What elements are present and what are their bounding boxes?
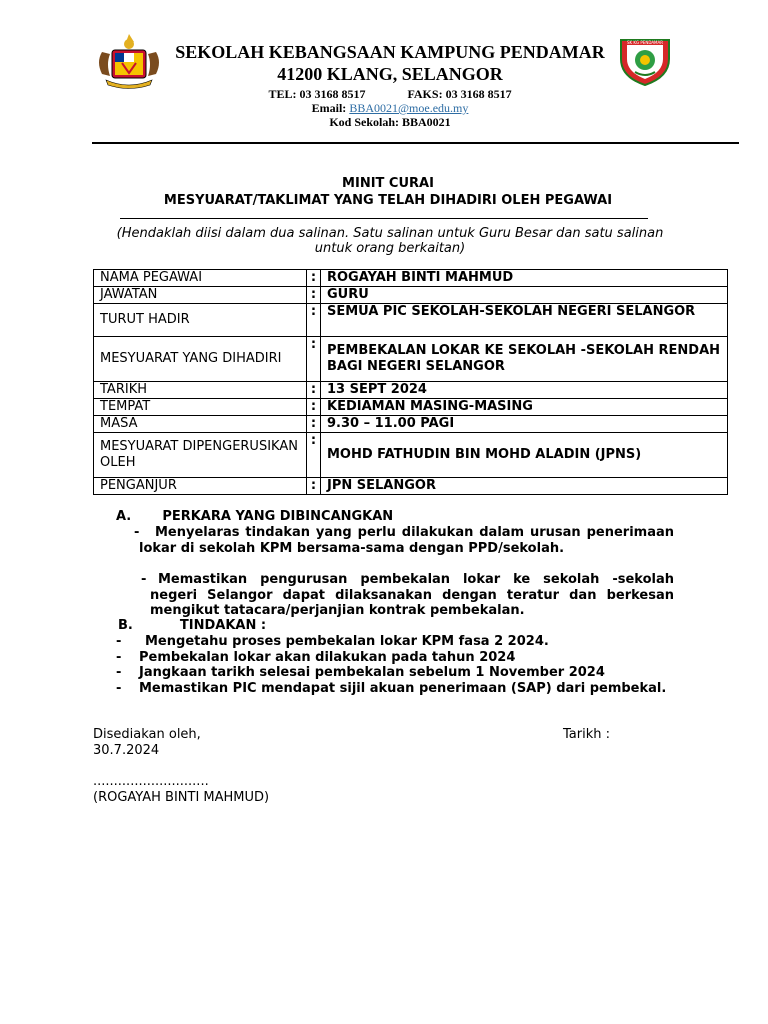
table-row: [94, 287, 728, 304]
table-row: [94, 433, 728, 478]
title-underline: [120, 218, 648, 219]
section-b-bullet-dash: -: [116, 634, 122, 649]
row-value: GURU: [321, 287, 728, 304]
school-badge-icon: [617, 37, 673, 87]
section-a-bullet-dash: -: [141, 572, 147, 587]
row-value: ROGAYAH BINTI MAHMUD: [321, 270, 728, 287]
school-address: 41200 KLANG, SELANGOR: [277, 64, 503, 84]
email-label: Email:: [311, 101, 350, 115]
email-line: [160, 101, 620, 115]
row-separator: :: [307, 416, 321, 433]
table-row: [94, 337, 728, 382]
row-label: TURUT HADIR: [94, 304, 307, 337]
table-row: [94, 270, 728, 287]
row-separator: :: [307, 270, 321, 287]
row-value: JPN SELANGOR: [321, 478, 728, 495]
school-badge-text: SK KG PENDAMAR: [626, 40, 664, 45]
section-b-heading: [118, 618, 266, 634]
section-a-heading: [116, 509, 393, 525]
row-value: SEMUA PIC SEKOLAH-SEKOLAH NEGERI SELANGOR: [321, 304, 728, 337]
table-row: [94, 304, 728, 337]
header-divider: [92, 142, 739, 144]
section-a-item-1: Menyelaras tindakan yang perlu dilakukan dalam urusan penerimaan lokar di sekolah KPM bersama-sama dengan PPD/sekolah.: [139, 525, 674, 556]
email-link[interactable]: BBA0021@moe.edu.my: [349, 101, 469, 115]
document-title: MINIT CURAI: [342, 176, 434, 191]
row-value: 13 SEPT 2024: [321, 382, 728, 399]
row-separator: :: [307, 287, 321, 304]
date-value: 30.7.2024: [93, 743, 160, 758]
telephone: TEL: 03 3168 8517: [268, 87, 366, 101]
school-name: SEKOLAH KEBANGSAAN KAMPUNG PENDAMAR: [175, 42, 605, 62]
row-label: TEMPAT: [94, 399, 307, 416]
section-a-bullet-dash: -: [134, 525, 140, 540]
row-label-text: MESYUARAT YANG DIHADIRI: [100, 351, 282, 366]
section-b-item-4: Memastikan PIC mendapat sijil akuan penerimaan (SAP) dari pembekal.: [139, 681, 667, 696]
table-row: [94, 416, 728, 433]
row-separator: :: [307, 399, 321, 416]
row-label: NAMA PEGAWAI: [94, 270, 307, 287]
row-label: MASA: [94, 416, 307, 433]
row-label: TARIKH: [94, 382, 307, 399]
section-b-title: TINDAKAN :: [179, 618, 267, 633]
row-separator: :: [307, 433, 321, 478]
row-label: [94, 337, 307, 382]
section-b-marker: B.: [118, 618, 133, 633]
instruction-note-line2: untuk orang berkaitan): [314, 241, 466, 256]
table-row: [94, 478, 728, 495]
fax: FAKS: 03 3168 8517: [407, 87, 512, 101]
contact-line: [160, 87, 620, 101]
section-a-marker: A.: [116, 509, 132, 524]
meeting-info-table: [93, 269, 728, 495]
section-b-bullet-dash: -: [116, 665, 122, 680]
row-value: PEMBEKALAN LOKAR KE SEKOLAH -SEKOLAH RENDAH BAGI NEGERI SELANGOR: [321, 337, 728, 382]
section-b-item-1: Mengetahu proses pembekalan lokar KPM fasa 2 2024.: [145, 634, 549, 649]
table-row: [94, 399, 728, 416]
section-a-item-2: Memastikan pengurusan pembekalan lokar ke sekolah -sekolah negeri Selangor dapat dilaksanakan dengan teratur dan berkesan mengikut tatacara/perjanjian kontrak pembekalan.: [150, 572, 674, 618]
section-a-title: PERKARA YANG DIBINCANGKAN: [162, 509, 394, 524]
section-b-bullet-dash: -: [116, 681, 122, 696]
table-row: [94, 382, 728, 399]
row-label: PENGANJUR: [94, 478, 307, 495]
row-value: MOHD FATHUDIN BIN MOHD ALADIN (JPNS): [321, 433, 728, 478]
row-label: JAWATAN: [94, 287, 307, 304]
row-separator: :: [307, 478, 321, 495]
prepared-by-label: Disediakan oleh,: [93, 727, 201, 742]
row-separator: :: [307, 337, 321, 382]
row-separator: :: [307, 304, 321, 337]
signatory-name: (ROGAYAH BINTI MAHMUD): [93, 790, 270, 805]
row-separator: :: [307, 382, 321, 399]
section-b-item-3: Jangkaan tarikh selesai pembekalan sebelum 1 November 2024: [139, 665, 605, 680]
jata-negara-crest-icon: [92, 32, 166, 92]
row-value: 9.30 – 11.00 PAGI: [321, 416, 728, 433]
signature-line: ............................: [93, 774, 209, 789]
date-label: Tarikh :: [563, 727, 610, 742]
section-b-bullet-dash: -: [116, 650, 122, 665]
section-b-item-2: Pembekalan lokar akan dilakukan pada tahun 2024: [139, 650, 516, 665]
row-value: KEDIAMAN MASING-MASING: [321, 399, 728, 416]
instruction-note-line1: (Hendaklah diisi dalam dua salinan. Satu salinan untuk Guru Besar dan satu salinan: [116, 226, 664, 241]
school-code: Kod Sekolah: BBA0021: [329, 115, 451, 129]
document-subtitle: MESYUARAT/TAKLIMAT YANG TELAH DIHADIRI OLEH PEGAWAI: [163, 193, 613, 208]
row-label: MESYUARAT DIPENGERUSIKAN OLEH: [94, 433, 307, 478]
